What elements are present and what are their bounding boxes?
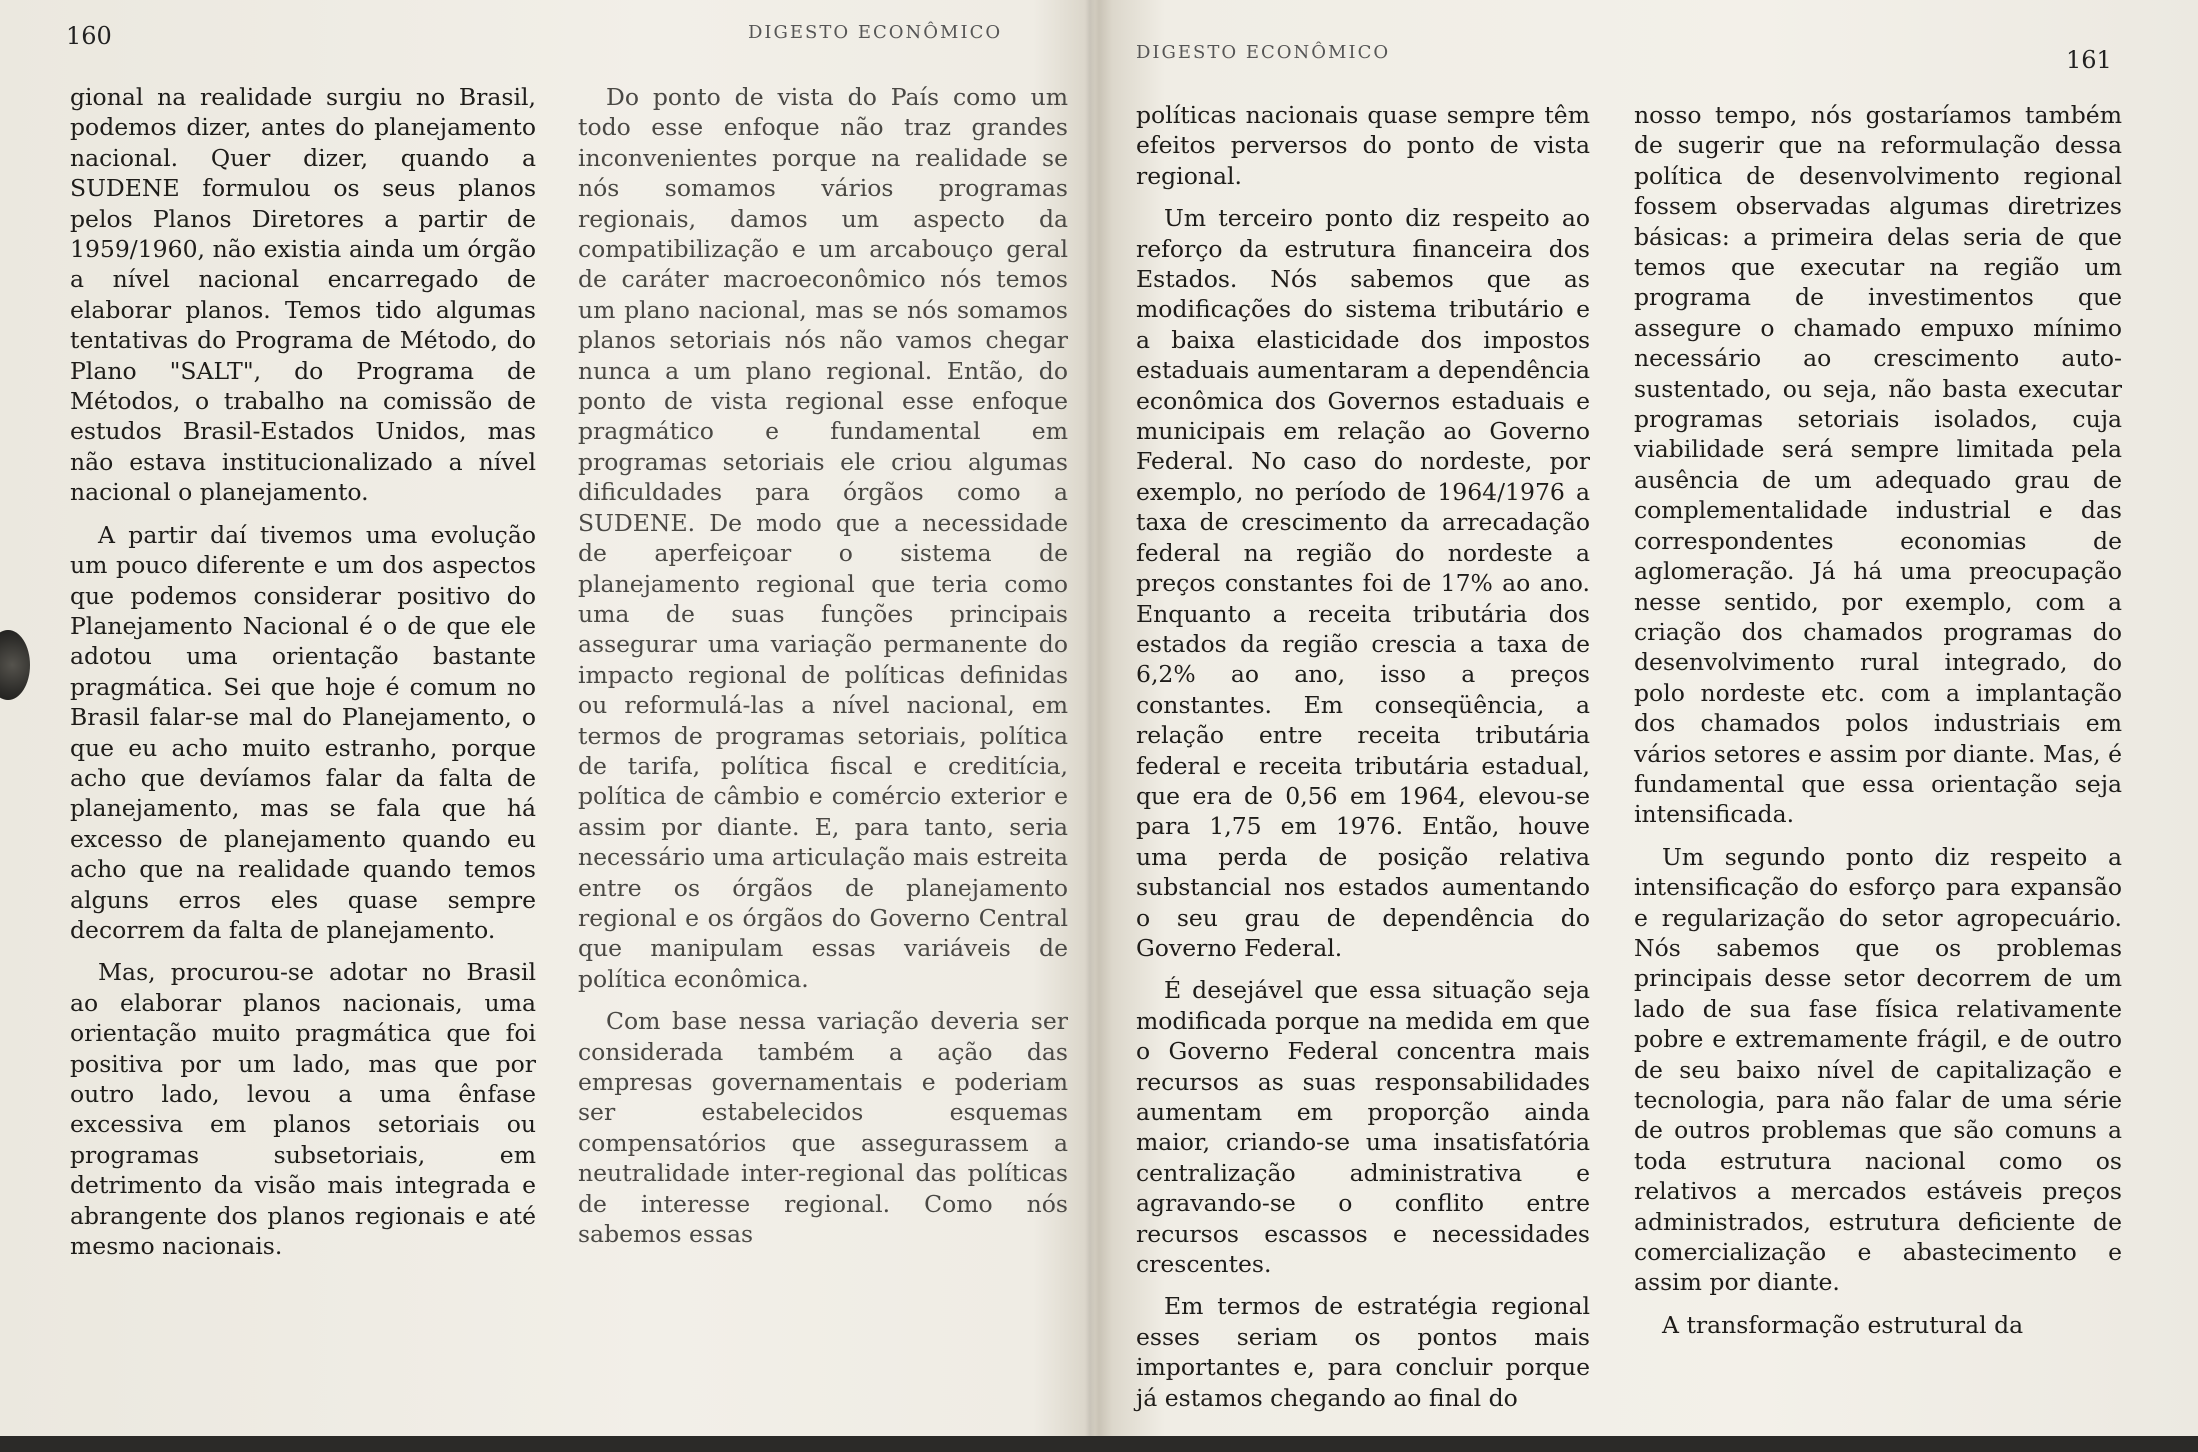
scan-bottom-edge	[0, 1436, 2198, 1452]
paragraph: A partir daí tivemos uma evolução um pouco diferente e um dos aspectos que podemos considerar positivo do Planejamento Nacional é o de que ele adotou uma orientação bastante pragmática. Sei que hoje é comum no Brasil falar-se mal do Planejamento, o que eu acho muito estranho, porque acho que devíamos falar da falta de planejamento, mas se fala que há excesso de planejamento quando eu acho que na realidade quando temos alguns erros eles quase sempre decorrem da falta de planejamento.	[70, 520, 536, 944]
paragraph: políticas nacionais quase sempre têm efeitos perversos do ponto de vista regional.	[1136, 101, 1590, 190]
paragraph: Um terceiro ponto diz respeito ao reforço da estrutura financeira dos Estados. Nós sabemos que as modificações do sistema tributário e a baixa elasticidade dos impostos estaduais aumentaram a dependência econômica dos Governos estaduais e municipais em relação ao Governo Federal. No caso do nordeste, por exemplo, no período de 1964/1976 a taxa de crescimento da arrecadação federal na região do nordeste a preços constantes foi de 17% ao ano. Enquanto a receita tributária dos estados da região crescia a taxa de 6,2% ao ano, isso a preços constantes. Em conseqüência, a relação entre receita tributária federal e receita tributária estadual, que era de 0,56 em 1964, elevou-se para 1,75 em 1976. Então, houve uma perda de posição relativa substancial nos estados aumentando o seu grau de dependência do Governo Federal.	[1136, 204, 1590, 962]
paragraph: Em termos de estratégia regional esses seriam os pontos mais importantes e, para concluir porque já estamos chegando ao final do	[1136, 1292, 1590, 1412]
right-column-1	[1136, 100, 1590, 1425]
paragraph: Um segundo ponto diz respeito a intensificação do esforço para expansão e regularização do setor agropecuário. Nós sabemos que os problemas principais desse setor decorrem de um lado de sua fase física relativamente pobre e extremamente frágil, e de outro de seu baixo nível de capitalização e tecnologia, para não falar de uma série de outros problemas que são comuns a toda estrutura nacional como os relativos a mercados estáveis preços administrados, estrutura deficiente de comercialização e abastecimento e assim por diante.	[1634, 842, 2122, 1297]
gutter-fold	[1085, 0, 1095, 1436]
paragraph: Com base nessa variação deveria ser considerada também a ação das empresas governamentais e poderiam ser estabelecidos esquemas compensatórios que assegurassem a neutralidade inter-regional das políticas de interesse regional. Como nós sabemos essas	[578, 1007, 1068, 1249]
left-column-2	[578, 82, 1068, 1261]
paragraph: gional na realidade surgiu no Brasil, podemos dizer, antes do planejamento nacional. Quer dizer, quando a SUDENE formulou os seus planos pelos Planos Diretores a partir de 1959/1960, não existia ainda um órgão a nível nacional encarregado de elaborar planos. Temos tido algumas tentativas do Programa de Método, do Plano "SALT", do Programa de Métodos, o trabalho na comissão de estudos Brasil-Estados Unidos, mas não estava institucionalizado a nível nacional o planejamento.	[70, 83, 536, 507]
left-column-1	[70, 82, 536, 1273]
paragraph: Mas, procurou-se adotar no Brasil ao elaborar planos nacionais, uma orientação muito pragmática que foi positiva por um lado, mas que por outro lado, levou a uma ênfase excessiva em planos setoriais ou programas subsetoriais, em detrimento da visão mais integrada e abrangente dos planos regionais e até mesmo nacionais.	[70, 958, 536, 1261]
left-running-head: DIGESTO ECONÔMICO	[748, 22, 1003, 43]
paragraph: Do ponto de vista do País como um todo esse enfoque não traz grandes inconvenientes porque na realidade se nós somamos vários programas regionais, damos um aspecto da compatibilização e um arcabouço geral de caráter macroeconômico nós temos um plano nacional, mas se nós somamos planos setoriais nós não vamos chegar nunca a um plano regional. Então, do ponto de vista regional esse enfoque pragmático e fundamental em programas setoriais ele criou algumas dificuldades para órgãos como a SUDENE. De modo que a necessidade de aperfeiçoar o sistema de planejamento regional que teria como uma de suas funções principais assegurar uma variação permanente do impacto regional de políticas definidas ou reformulá-las a nível nacional, em termos de programas setoriais, política de tarifa, política fiscal e creditícia, política de câmbio e comércio exterior e assim por diante. E, para tanto, seria necessário uma articulação mais estreita entre os órgãos de planejamento regional e os órgãos do Governo Central que manipulam essas variáveis de política econômica.	[578, 83, 1068, 993]
binding-hole	[0, 630, 30, 700]
paragraph: É desejável que essa situação seja modificada porque na medida em que o Governo Federal concentra mais recursos as suas responsabilidades aumentam em proporção ainda maior, criando-se uma insatisfatória centralização administrativa e agravando-se o conflito entre recursos escassos e necessidades crescentes.	[1136, 976, 1590, 1279]
right-column-2	[1634, 100, 2122, 1352]
right-page-number: 161	[2066, 46, 2112, 74]
paragraph: nosso tempo, nós gostaríamos também de sugerir que na reformulação dessa política de desenvolvimento regional fossem observadas algumas diretrizes básicas: a primeira delas seria de que temos que executar na região um programa de investimentos que assegure o chamado empuxo mínimo necessário ao crescimento auto-sustentado, ou seja, não basta executar programas setoriais isolados, cuja viabilidade será sempre limitada pela ausência de um adequado grau de complementalidade industrial e das correspondentes economias de aglomeração. Já há uma preocupação nesse sentido, por exemplo, com a criação dos chamados programas do desenvolvimento rural integrado, do polo nordeste etc. com a implantação dos chamados polos industriais em vários setores e assim por diante. Mas, é fundamental que essa orientação seja intensificada.	[1634, 101, 2122, 829]
right-running-head: DIGESTO ECONÔMICO	[1136, 42, 1391, 63]
paragraph: A transformação estrutural da	[1662, 1310, 2024, 1339]
left-page-number: 160	[66, 22, 112, 50]
